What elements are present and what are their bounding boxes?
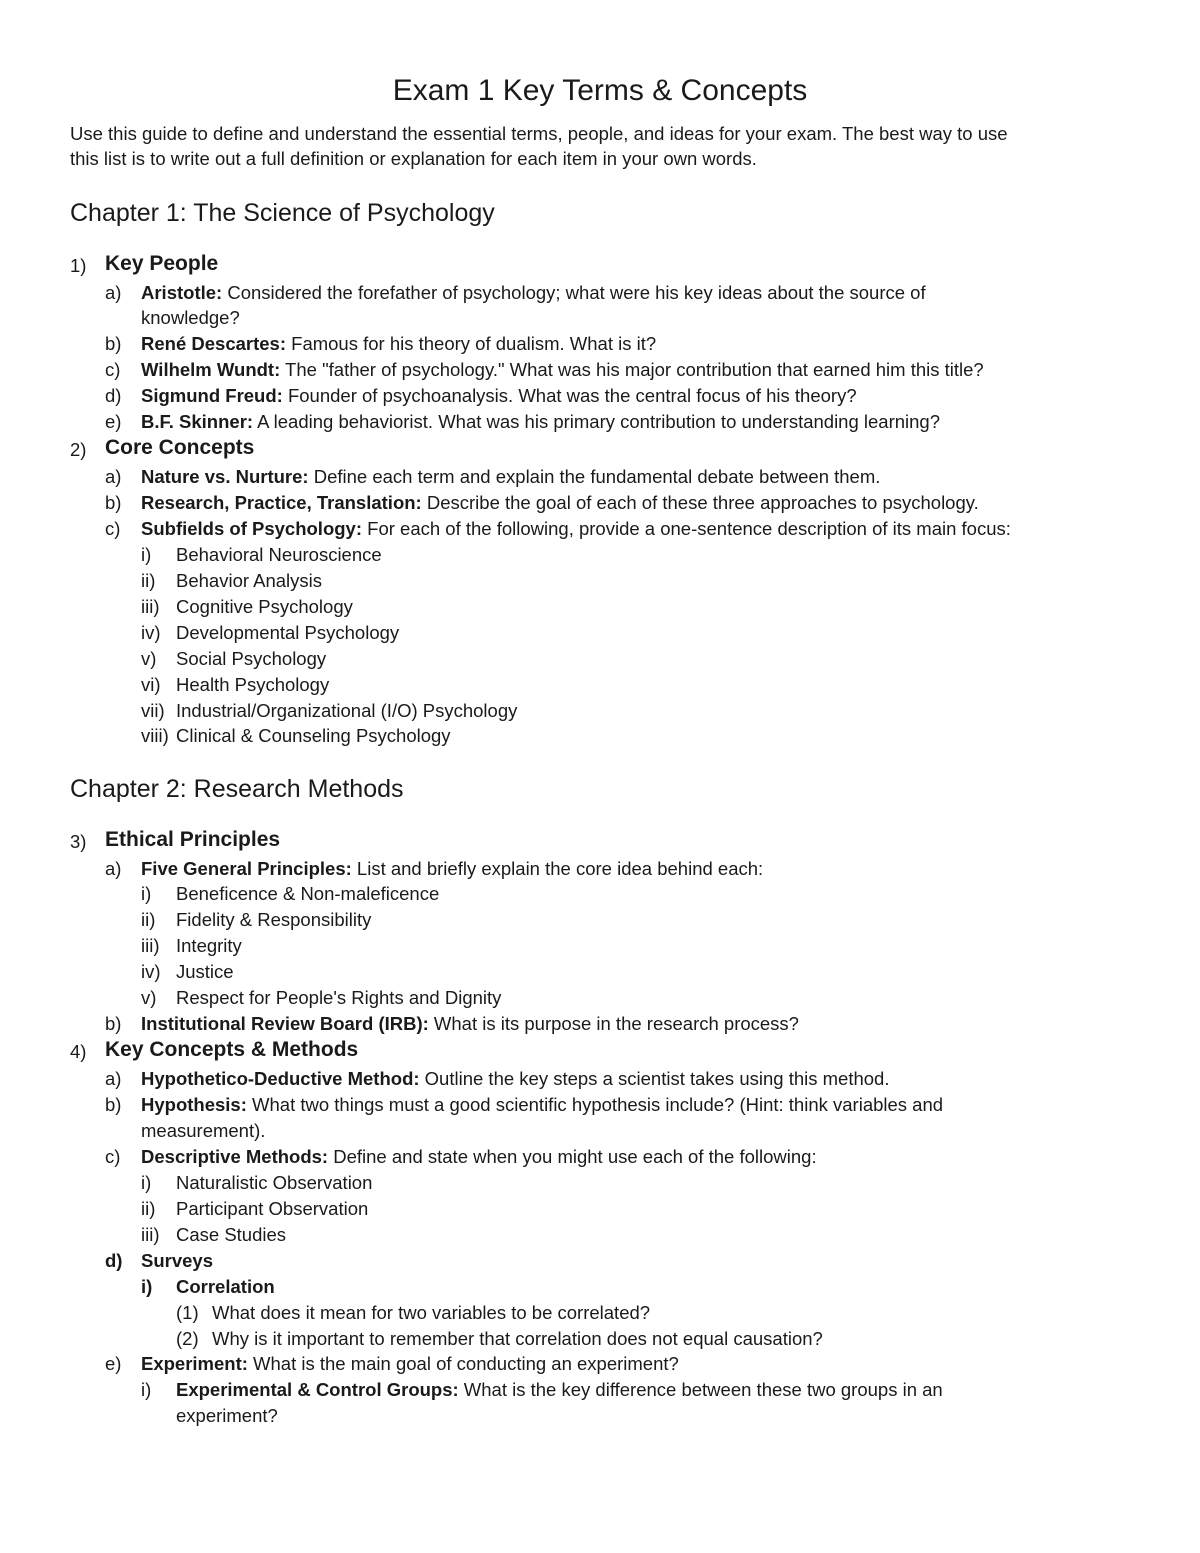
list-marker: viii) — [141, 725, 169, 746]
item-text: Developmental Psychology — [176, 622, 400, 643]
list-marker: vii) — [141, 700, 165, 721]
item-text: A leading behaviorist. What was his primary contribution to understanding learning? — [253, 411, 941, 432]
item-text: The "father of psychology." What was his major contribution that earned him this title? — [280, 359, 984, 380]
list-marker: b) — [105, 1013, 122, 1034]
list-marker: vi) — [141, 674, 161, 695]
list-marker: a) — [105, 466, 122, 487]
list-marker: a) — [105, 1068, 122, 1089]
list-marker: d) — [105, 385, 122, 406]
list-marker: i) — [141, 883, 152, 904]
section-heading: Key People — [105, 252, 219, 275]
term: Surveys — [141, 1250, 213, 1271]
list-marker: b) — [105, 333, 122, 354]
item-text: Fidelity & Responsibility — [176, 909, 372, 930]
list-marker: d) — [105, 1250, 123, 1271]
item-text: Respect for People's Rights and Dignity — [176, 987, 502, 1008]
item-text: For each of the following, provide a one-sentence description of its main focus: — [362, 518, 1011, 539]
term: Sigmund Freud: — [141, 385, 283, 406]
list-marker: i) — [141, 544, 152, 565]
intro-line: this list is to write out a full definition or explanation for each item in your own words. — [70, 148, 757, 169]
intro-line: Use this guide to define and understand the essential terms, people, and ideas for your exam. The best way to use — [70, 123, 1008, 144]
item-text: Integrity — [176, 935, 242, 956]
item-text: Social Psychology — [176, 648, 327, 669]
list-marker: b) — [105, 492, 122, 513]
list-marker: 4) — [70, 1041, 87, 1062]
item-text: What is its purpose in the research process? — [428, 1013, 799, 1034]
item-text: Participant Observation — [176, 1198, 369, 1219]
item-text: Cognitive Psychology — [176, 596, 353, 617]
item-text: knowledge? — [141, 307, 240, 328]
item-text: Outline the key steps a scientist takes using this method. — [419, 1068, 890, 1089]
list-marker: v) — [141, 987, 157, 1008]
term: Wilhelm Wundt: — [141, 359, 281, 380]
item-text: List and briefly explain the core idea behind each: — [351, 858, 764, 879]
section-heading: Ethical Principles — [105, 828, 281, 851]
term: Hypothetico-Deductive Method: — [141, 1068, 420, 1089]
term: Research, Practice, Translation: — [141, 492, 422, 513]
item-text: Founder of psychoanalysis. What was the central focus of his theory? — [282, 385, 857, 406]
list-marker: iii) — [141, 596, 160, 617]
list-marker: a) — [105, 282, 122, 303]
item-text: Behavior Analysis — [176, 570, 323, 591]
list-marker: 1) — [70, 255, 87, 276]
term: Aristotle: — [141, 282, 223, 303]
item-text: Famous for his theory of dualism. What is it? — [286, 333, 657, 354]
item-text: Beneficence & Non-maleficence — [176, 883, 440, 904]
list-marker: i) — [141, 1172, 152, 1193]
list-marker: i) — [141, 1276, 153, 1297]
item-text: Case Studies — [176, 1224, 287, 1245]
chapter-1-heading: Chapter 1: The Science of Psychology — [70, 199, 495, 227]
intro-paragraph — [70, 121, 1140, 171]
item-text: Clinical & Counseling Psychology — [176, 725, 451, 746]
list-marker: c) — [105, 1146, 121, 1167]
item-text: Health Psychology — [176, 674, 330, 695]
list-marker: 2) — [70, 439, 87, 460]
item-text: Considered the forefather of psychology; what were his key ideas about the source of — [222, 282, 926, 303]
list-marker: ii) — [141, 570, 156, 591]
item-text: What does it mean for two variables to be correlated? — [212, 1302, 651, 1323]
list-marker: ii) — [141, 909, 156, 930]
list-marker: ii) — [141, 1198, 156, 1219]
list-marker: iii) — [141, 1224, 160, 1245]
item-text: Industrial/Organizational (I/O) Psychology — [176, 700, 518, 721]
term: Institutional Review Board (IRB): — [141, 1013, 429, 1034]
list-marker: c) — [105, 518, 121, 539]
item-text: Why is it important to remember that correlation does not equal causation? — [212, 1328, 823, 1349]
term: Hypothesis: — [141, 1094, 247, 1115]
term: Correlation — [176, 1276, 275, 1297]
item-text: measurement). — [141, 1120, 266, 1141]
item-text: What is the main goal of conducting an experiment? — [247, 1353, 679, 1374]
term: René Descartes: — [141, 333, 286, 354]
section-heading: Core Concepts — [105, 436, 255, 459]
list-marker: b) — [105, 1094, 122, 1115]
list-marker: c) — [105, 359, 121, 380]
term: Experimental & Control Groups: — [176, 1379, 459, 1400]
term: Experiment: — [141, 1353, 248, 1374]
chapter-2-heading: Chapter 2: Research Methods — [70, 775, 404, 803]
list-marker: e) — [105, 411, 122, 432]
list-marker: a) — [105, 858, 122, 879]
term: Five General Principles: — [141, 858, 352, 879]
list-marker: (2) — [176, 1328, 199, 1349]
list-marker: iv) — [141, 622, 161, 643]
term: Nature vs. Nurture: — [141, 466, 309, 487]
list-marker: e) — [105, 1353, 122, 1374]
item-text: What is the key difference between these two groups in an — [458, 1379, 943, 1400]
document-title: Exam 1 Key Terms & Concepts — [392, 74, 808, 107]
term: Descriptive Methods: — [141, 1146, 329, 1167]
item-text: Naturalistic Observation — [176, 1172, 373, 1193]
list-marker: 3) — [70, 831, 87, 852]
item-text: Justice — [176, 961, 234, 982]
item-text: Behavioral Neuroscience — [176, 544, 382, 565]
item-text: experiment? — [176, 1405, 278, 1426]
item-text: Define each term and explain the fundamental debate between them. — [308, 466, 881, 487]
list-marker: i) — [141, 1379, 152, 1400]
term: Subfields of Psychology: — [141, 518, 362, 539]
section-heading: Key Concepts & Methods — [105, 1038, 359, 1061]
list-marker: iii) — [141, 935, 160, 956]
list-marker: iv) — [141, 961, 161, 982]
list-marker: (1) — [176, 1302, 199, 1323]
item-text: What two things must a good scientific hypothesis include? (Hint: think variables and — [246, 1094, 944, 1115]
list-marker: v) — [141, 648, 157, 669]
term: B.F. Skinner: — [141, 411, 254, 432]
item-text: Describe the goal of each of these three approaches to psychology. — [421, 492, 979, 513]
item-text: Define and state when you might use each of the following: — [328, 1146, 817, 1167]
